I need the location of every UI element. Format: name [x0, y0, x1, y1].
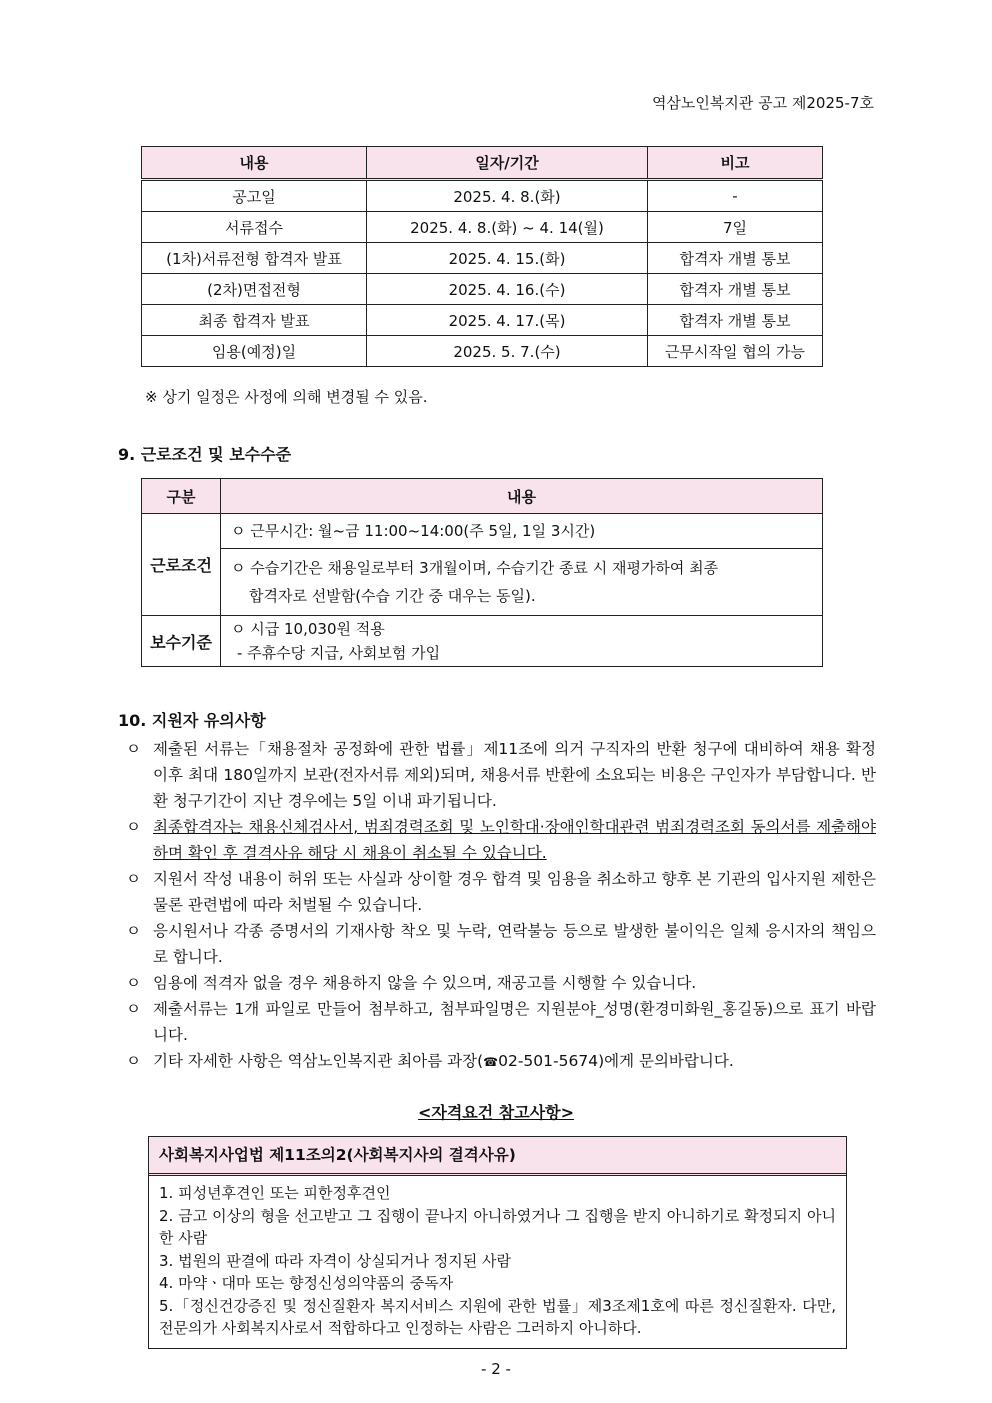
schedule-col-remark: 비고 — [648, 147, 823, 180]
work-col-category: 구분 — [142, 479, 221, 514]
table-row — [142, 514, 823, 549]
schedule-cell: 최종 합격자 발표 — [142, 305, 367, 336]
schedule-cell: 근무시작일 협의 가능 — [648, 336, 823, 367]
list-item: 5.「정신건강증진 및 정신질환자 복지서비스 지원에 관한 법률」제3조제1호에 따른 정신질환자. 다만, 전문의가 사회복지사로서 적합하다고 인정하는 사람은 그러하지 아니하다. — [159, 1296, 836, 1337]
table-row — [142, 180, 823, 212]
list-item-text: 응시원서나 각종 증명서의 기재사항 착오 및 누락, 연락불능 등으로 발생한 불이익은 일체 응시자의 책임으로 합니다. — [153, 922, 876, 966]
hourly-wage-text: ㅇ 시급 10,030원 적용 — [231, 620, 385, 638]
list-item-text: 제출된 서류는「채용절차 공정화에 관한 법률」제11조에 의거 구직자의 반환 청구에 대비하여 채용 확정 이후 최대 180일까지 보관(전자서류 제외)되며, 채용서류 반환에 소요되는 비용은 구인자가 부담합니다. 반환 청구기간이 지난 경우에는 5일 이내 파기됩니다. — [153, 740, 876, 810]
section-9-heading: 9. 근로조건 및 보수수준 — [118, 445, 292, 464]
schedule-cell: 서류접수 — [142, 212, 367, 243]
schedule-cell: 2025. 4. 17.(목) — [367, 305, 648, 336]
list-item — [126, 866, 876, 918]
bullet-mark: ㅇ — [126, 870, 141, 888]
list-item — [126, 1048, 876, 1075]
disqualification-list — [149, 1176, 846, 1348]
table-row — [142, 549, 823, 616]
schedule-cell: - — [648, 180, 823, 212]
schedule-cell: (2차)면접전형 — [142, 274, 367, 305]
contact-suffix: )에게 문의바랍니다. — [598, 1052, 734, 1070]
list-item: 1. 피성년후견인 또는 피한정후견인 — [159, 1184, 391, 1202]
list-item-text: 최종합격자는 채용신체검사서, 범죄경력조회 및 노인학대·장애인학대관련 범죄경력조회 동의서를 제출해야 하며 확인 후 결격사유 해당 시 채용이 취소될 수 있습니다. — [153, 818, 876, 862]
bullet-mark: ㅇ — [126, 974, 141, 992]
work-col-content: 내용 — [221, 479, 823, 514]
schedule-cell: 2025. 4. 15.(화) — [367, 243, 648, 274]
table-row — [142, 336, 823, 367]
schedule-cell: 2025. 4. 8.(화) — [367, 180, 648, 212]
schedule-note: ※ 상기 일정은 사정에 의해 변경될 수 있음. — [145, 388, 428, 406]
section-10-heading: 10. 지원자 유의사항 — [118, 711, 266, 730]
contact-prefix: 기타 자세한 사항은 역삼노인복지관 최아름 과장( — [153, 1052, 484, 1070]
table-row — [142, 212, 823, 243]
benefits-text: - 주휴수당 지급, 사회보험 가입 — [237, 644, 441, 662]
schedule-table — [141, 146, 823, 367]
schedule-cell: 2025. 5. 7.(수) — [367, 336, 648, 367]
disqualification-box-title: 사회복지사업법 제11조의2(사회복지사의 결격사유) — [149, 1137, 846, 1176]
pay-standard-text — [221, 616, 823, 667]
list-item — [126, 918, 876, 970]
list-item — [126, 996, 876, 1048]
schedule-cell: 합격자 개별 통보 — [648, 274, 823, 305]
list-item: 4. 마약ㆍ대마 또는 향정신성의약품의 중독자 — [159, 1274, 454, 1292]
list-item-text: 임용에 적격자 없을 경우 채용하지 않을 수 있으며, 재공고를 시행할 수 있습니다. — [153, 974, 697, 992]
schedule-cell: 합격자 개별 통보 — [648, 305, 823, 336]
work-conditions-label: 근로조건 — [142, 514, 221, 616]
list-item — [126, 970, 876, 996]
schedule-cell: (1차)서류전형 합격자 발표 — [142, 243, 367, 274]
probation-line-1: ㅇ 수습기간은 채용일로부터 3개월이며, 수습기간 종료 시 재평가하여 최종 — [231, 559, 719, 577]
disqualification-box — [148, 1136, 847, 1349]
probation-line-2: 합격자로 선발함(수습 기간 중 대우는 동일). — [249, 587, 536, 605]
schedule-header-row — [142, 147, 823, 180]
bullet-mark: ㅇ — [126, 1052, 141, 1070]
pay-standard-label: 보수기준 — [142, 616, 221, 667]
table-row — [142, 616, 823, 667]
bullet-mark: ㅇ — [126, 740, 141, 758]
list-item-text: 지원서 작성 내용이 허위 또는 사실과 상이할 경우 합격 및 임용을 취소하고 향후 본 기관의 입사지원 제한은 물론 관련법에 따라 처벌될 수 있습니다. — [153, 870, 876, 914]
bullet-mark: ㅇ — [126, 818, 141, 836]
work-hours-text: ㅇ 근무시간: 월~금 11:00~14:00(주 5일, 1일 3시간) — [221, 514, 823, 549]
schedule-col-content: 내용 — [142, 147, 367, 180]
schedule-cell: 임용(예정)일 — [142, 336, 367, 367]
list-item — [126, 814, 876, 866]
list-item-text: 제출서류는 1개 파일로 만들어 첨부하고, 첨부파일명은 지원분야_성명(환경미화원_홍길동)으로 표기 바랍니다. — [153, 1000, 876, 1044]
list-item: 2. 금고 이상의 형을 선고받고 그 집행이 끝나지 아니하였거나 그 집행을 받지 아니하기로 확정되지 아니한 사람 — [159, 1206, 836, 1247]
bullet-mark: ㅇ — [126, 922, 141, 940]
schedule-cell: 2025. 4. 16.(수) — [367, 274, 648, 305]
probation-text — [221, 549, 823, 616]
bullet-mark: ㅇ — [126, 1000, 141, 1018]
contact-text — [153, 1052, 734, 1070]
list-item — [126, 736, 876, 814]
document-number: 역삼노인복지관 공고 제2025-7호 — [651, 94, 874, 112]
list-item: 3. 법원의 판결에 따라 자격이 상실되거나 정지된 사람 — [159, 1251, 511, 1270]
phone-icon: ☎ — [483, 1055, 499, 1069]
work-header-row — [142, 479, 823, 514]
schedule-col-date: 일자/기간 — [367, 147, 648, 180]
applicant-notes-list — [126, 736, 876, 1075]
table-row — [142, 274, 823, 305]
reference-title: <자격요건 참고사항> — [417, 1103, 575, 1122]
schedule-cell: 2025. 4. 8.(화) ~ 4. 14(월) — [367, 212, 648, 243]
schedule-cell: 합격자 개별 통보 — [648, 243, 823, 274]
schedule-cell: 공고일 — [142, 180, 367, 212]
schedule-cell: 7일 — [648, 212, 823, 243]
working-conditions-table — [141, 478, 823, 667]
page-number: - 2 - — [481, 1360, 511, 1378]
table-row — [142, 243, 823, 274]
contact-phone: 02-501-5674 — [498, 1052, 599, 1070]
table-row — [142, 305, 823, 336]
